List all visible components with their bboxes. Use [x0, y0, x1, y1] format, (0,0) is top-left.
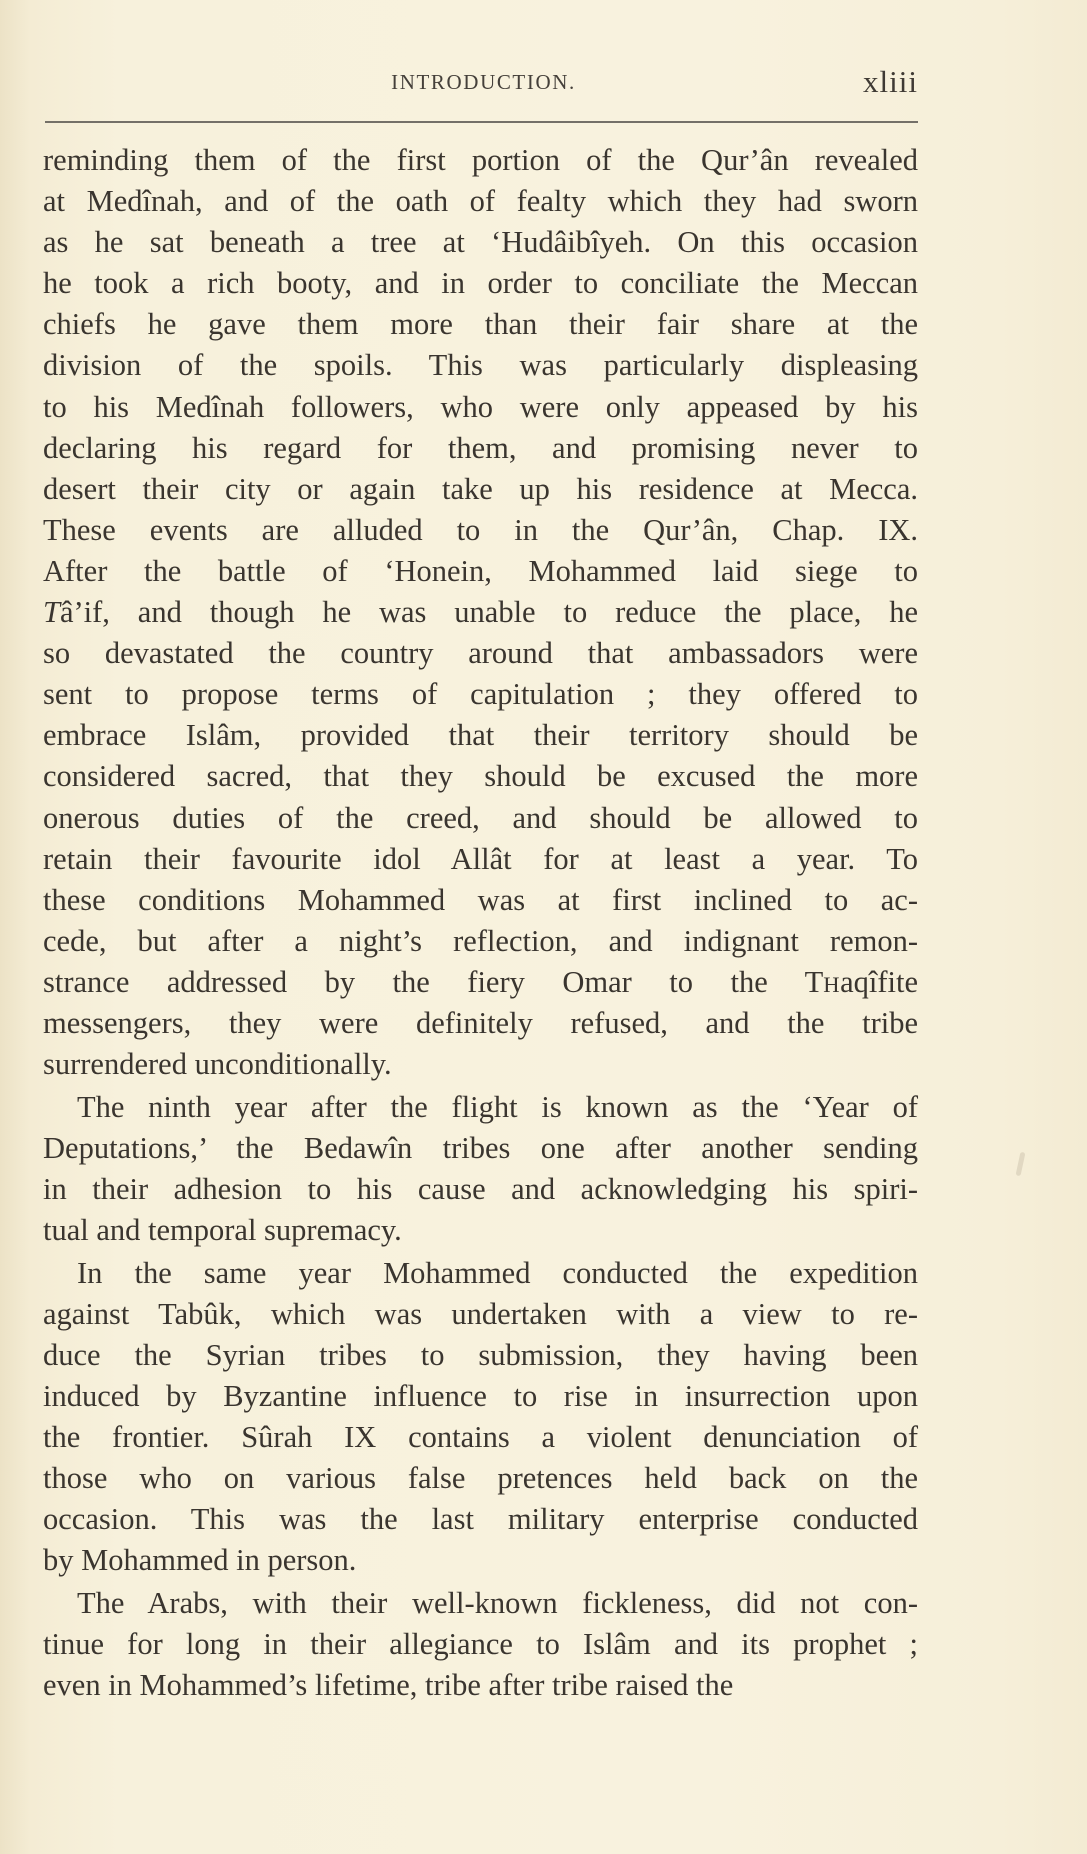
text-segment: cede, but after a night’s reflection, and indignant remon- [43, 923, 918, 958]
text-segment: These events are alluded to in the Qur’ân, Chap. IX. [43, 512, 918, 547]
body-text [43, 140, 918, 1708]
text-segment: the frontier. Sûrah IX contains a violent denunciation of [43, 1419, 918, 1454]
text-segment: as he sat beneath a tree at ‘Hudâibîyeh. On this occasion [43, 225, 918, 260]
text-line [43, 428, 918, 469]
text-segment: duce the Syrian tribes to submission, they having been [43, 1337, 918, 1372]
text-line [43, 263, 918, 304]
text-line [43, 1253, 918, 1294]
text-line [43, 674, 918, 715]
text-segment: these conditions Mohammed was at first inclined to ac- [43, 882, 918, 917]
text-line [43, 839, 918, 880]
text-line [43, 1044, 918, 1085]
text-segment: even in Mohammed’s lifetime, tribe after tribe raised the [43, 1667, 734, 1702]
text-segment: In the same year Mohammed conducted the expedition [77, 1255, 918, 1290]
paragraph [43, 1583, 918, 1706]
running-head-title [43, 62, 918, 102]
text-segment: After the battle of ‘Honein, Mohammed laid siege to [43, 553, 918, 588]
text-segment: T [43, 595, 60, 630]
text-line [43, 387, 918, 428]
text-line [43, 1210, 918, 1251]
text-line [43, 469, 918, 510]
text-segment: embrace Islâm, provided that their territory should be [43, 718, 918, 753]
text-segment: declaring his regard for them, and promising never to [43, 430, 918, 465]
text-line [43, 798, 918, 839]
text-line [43, 1087, 918, 1128]
text-line [43, 1417, 918, 1458]
text-line [43, 1665, 918, 1706]
text-line [43, 1624, 918, 1665]
text-segment: messengers, they were definitely refused, and the tribe [43, 1005, 918, 1040]
text-segment: division of the spoils. This was particularly displeasing [43, 348, 918, 383]
text-line [43, 345, 918, 386]
paper-smudge [1016, 1152, 1026, 1177]
text-segment: strance addressed by the fiery Omar to the T [43, 964, 824, 999]
text-segment: considered sacred, that they should be excused the more [43, 759, 918, 794]
text-segment: tinue for long in their allegiance to Islâm and its prophet ; [43, 1626, 918, 1661]
header-rule [45, 121, 918, 123]
text-line [43, 551, 918, 592]
text-segment: surrendered unconditionally. [43, 1047, 392, 1082]
text-segment: induced by Byzantine influence to rise in insurrection upon [43, 1378, 918, 1413]
text-line [43, 1335, 918, 1376]
text-line [43, 1169, 918, 1210]
paragraph [43, 140, 918, 1085]
text-segment: those who on various false pretences held back on the [43, 1461, 918, 1495]
text-line [43, 1499, 918, 1540]
text-segment: sent to propose terms of capitulation ; they offered to [43, 677, 918, 712]
text-line [43, 1128, 918, 1169]
text-line [43, 962, 918, 1003]
text-segment: retain their favourite idol Allât for at least a year. To [43, 841, 918, 876]
text-line [43, 592, 918, 633]
text-segment: he took a rich booty, and in order to conciliate the Meccan [43, 266, 918, 301]
text-line [43, 1540, 918, 1581]
text-segment: occasion. This was the last military enterprise conducted [43, 1502, 918, 1537]
text-segment: H [823, 971, 841, 997]
text-line [43, 1583, 918, 1624]
text-segment: at Medînah, and of the oath of fealty which they had sworn [43, 184, 918, 219]
text-line [43, 1376, 918, 1417]
text-segment: so devastated the country around that ambassadors were [43, 636, 918, 671]
text-line [43, 715, 918, 756]
text-line [43, 510, 918, 551]
text-line [43, 633, 918, 674]
text-line [43, 756, 918, 797]
text-segment: in their adhesion to his cause and acknowledging his spiri- [43, 1171, 918, 1206]
page-number: xliii [863, 64, 918, 99]
running-head-title-text: INTRODUCTION. [391, 70, 576, 94]
paragraph [43, 1087, 918, 1251]
text-line [43, 1294, 918, 1335]
text-segment: onerous duties of the creed, and should be allowed to [43, 800, 918, 835]
text-segment: â’if, and though he was unable to reduce the place, he [59, 595, 918, 630]
text-segment: desert their city or again take up his residence at Mecca. [43, 471, 918, 506]
text-segment: The ninth year after the flight is known as the ‘Year of [77, 1089, 918, 1124]
text-segment: tual and temporal supremacy. [43, 1212, 402, 1247]
text-line [43, 880, 918, 921]
text-segment: Deputations,’ the Bedawîn tribes one after another sending [43, 1130, 918, 1165]
text-line [43, 921, 918, 962]
text-segment: against Tabûk, which was undertaken with a view to re- [43, 1296, 918, 1331]
text-segment: The Arabs, with their well-known fickleness, did not con- [77, 1585, 918, 1620]
text-line [43, 1003, 918, 1044]
text-line [43, 181, 918, 222]
text-line [43, 140, 918, 181]
text-segment: by Mohammed in person. [43, 1543, 357, 1578]
text-line [43, 1458, 918, 1499]
running-head [43, 62, 918, 102]
paragraph [43, 1253, 918, 1582]
text-line [43, 222, 918, 263]
text-segment: reminding them of the first portion of the Qur’ân revealed [43, 143, 918, 177]
text-segment: chiefs he gave them more than their fair share at the [43, 307, 918, 342]
text-segment: aqîfite [840, 964, 918, 999]
text-line [43, 304, 918, 345]
text-segment: to his Medînah followers, who were only appeased by his [43, 389, 918, 424]
